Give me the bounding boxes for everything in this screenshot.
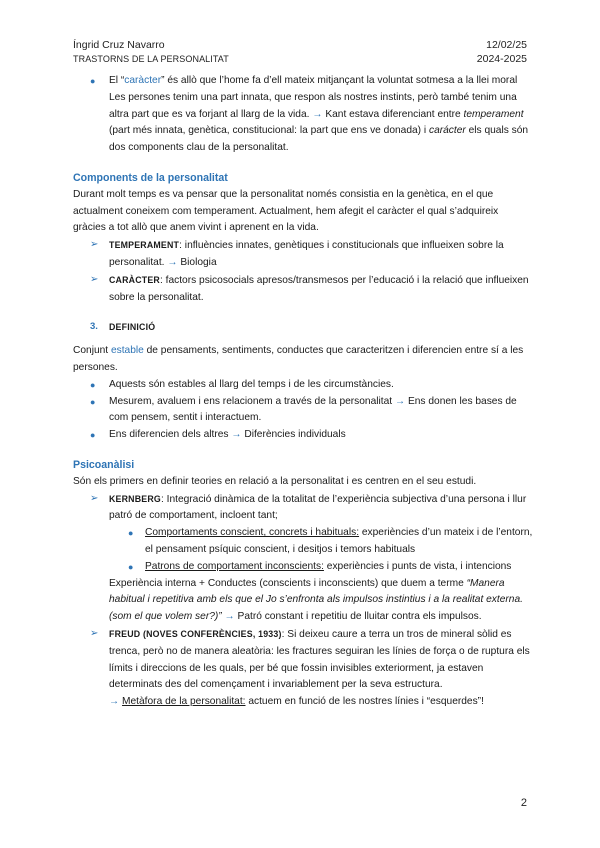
- definicio-paragraph: Conjunt estable de pensaments, sentiments, conductes que caracteritzen i diferencien entre sí a les persones.: [73, 345, 524, 373]
- arrow-bullet-icon: ➢: [90, 239, 99, 251]
- experiencia-paragraph: Experiència interna + Conductes (conscients i inconscients) que duem a terme “Manera habitual i repetitiva amb els que el Jo s’enfronta als impulsos instintius i a la realitat externa. (som el que volem ser?)” → Patró constant i repetitiu de lluitar contra els impulsos.: [109, 577, 523, 623]
- definicio-heading: 3. DEFINICIÓ: [73, 319, 533, 337]
- arrow-bullet-icon: ➢: [90, 492, 99, 504]
- caracter-bullet: ● El “caràcter” és allò que l’home fa d’ell mateix mitjançant la voluntat sotmesa a la llei moral: [73, 73, 533, 90]
- arrow-icon: →: [231, 429, 242, 441]
- bullet-dot-icon: ●: [90, 379, 96, 390]
- arrow-bullet-icon: ➢: [90, 273, 99, 285]
- section-number: 3.: [90, 321, 98, 333]
- section-title-components: Components de la personalitat: [73, 171, 228, 184]
- arrow-icon: →: [312, 108, 323, 120]
- header-left: [73, 38, 229, 66]
- arrow-icon: →: [394, 395, 406, 407]
- psicoanalisi-paragraph: Són els primers en definir teories en relació a la personalitat i es centren en el seu estudi.: [73, 475, 477, 487]
- page-number: 2: [520, 797, 527, 809]
- arrow-icon: →: [221, 611, 238, 623]
- definicio-bullet-2: ● Mesurem, avaluem i ens relacionem a través de la personalitat → Ens donen les bases de com pensem, sentit i interactuem.: [90, 395, 517, 424]
- arrow-bullet-icon: ➢: [90, 627, 99, 639]
- bullet-dot-icon: ●: [128, 528, 134, 539]
- temperament-item: ➢ TEMPERAMENT: influències innates, genètiques i constitucionals que influeixen sobre la personalitat. → Biologia: [90, 239, 504, 268]
- kernberg-sub-2: ● Patrons de comportament inconscients: experiències i punts de vista, i intencions: [73, 559, 533, 576]
- section-title-psicoanalisi: Psicoanàlisi: [73, 458, 135, 471]
- subject-title: TRASTORNS DE LA PERSONALITAT: [73, 54, 229, 64]
- definicio-bullet-3: ● Ens diferencien dels altres → Diferències individuals: [73, 427, 533, 444]
- header-year: 2024-2025: [476, 53, 527, 65]
- definicio-bullet-1: ● Aquests són estables al llarg del temps i de les circumstàncies.: [73, 377, 533, 394]
- components-paragraph: Durant molt temps es va pensar que la personalitat només consistia en la genètica, en el que actualment coneixem com temperament. Actualment, hem afegit el caràcter el qual s’adquireix gràcies a tot allò que anem vivint i aprenent en la vida.: [73, 188, 499, 234]
- kernberg-item: ➢ KERNBERG: Integració dinàmica de la totalitat de l’experiència subjectiva d’una persona i llur patró de comportament, incloent tant;: [90, 492, 527, 522]
- kant-paragraph: Les persones tenim una part innata, que respon als nostres instints, però també tenim una altra part que es va forjant al llarg de la vida. → Kant estava diferenciant entre temperament (part més innata, genètica, constitucional: la part que ens ve donada) i carácter els quals són dos components clau de la personalitat.: [109, 91, 529, 154]
- bullet-dot-icon: ●: [90, 430, 96, 441]
- bullet-dot-icon: ●: [90, 76, 96, 86]
- page-content: [73, 73, 533, 711]
- bullet-dot-icon: ●: [128, 561, 134, 572]
- arrow-icon: →: [109, 696, 120, 708]
- bullet-dot-icon: ●: [90, 396, 96, 407]
- caracter-item: ➢ CARÀCTER: factors psicosocials apresos/transmesos per l’educació i la relació que influeixen sobre la personalitat.: [90, 273, 529, 303]
- header-date: 12/02/25: [486, 39, 527, 51]
- author-name: Íngrid Cruz Navarro: [73, 39, 165, 51]
- caracter-word: caràcter: [124, 75, 162, 86]
- arrow-icon: →: [167, 256, 178, 268]
- estable-word: estable: [110, 345, 144, 357]
- freud-item: ➢ FREUD (NOVES CONFERÈNCIES, 1933): Si deixeu caure a terra un tros de mineral sòlid es trenca, però no de manera aleatòria: les fractures seguiran les línies de força o de ruptura els límits i direccions de les quals, per bé que fossin invisibles exteriorment, ja estaven determinats des del començament i invariablement per la seva estructura. → Metàfora de la personalitat: actuem en funció de les nostres línies i “esquerdes”!: [90, 627, 530, 708]
- kernberg-sub-1: ● Comportaments conscient, concrets i habituals: experiències d’un mateix i de l’entorn, el pensament psíquic conscient, i desitjos i temors habituals: [128, 527, 533, 555]
- header-right: [477, 38, 527, 66]
